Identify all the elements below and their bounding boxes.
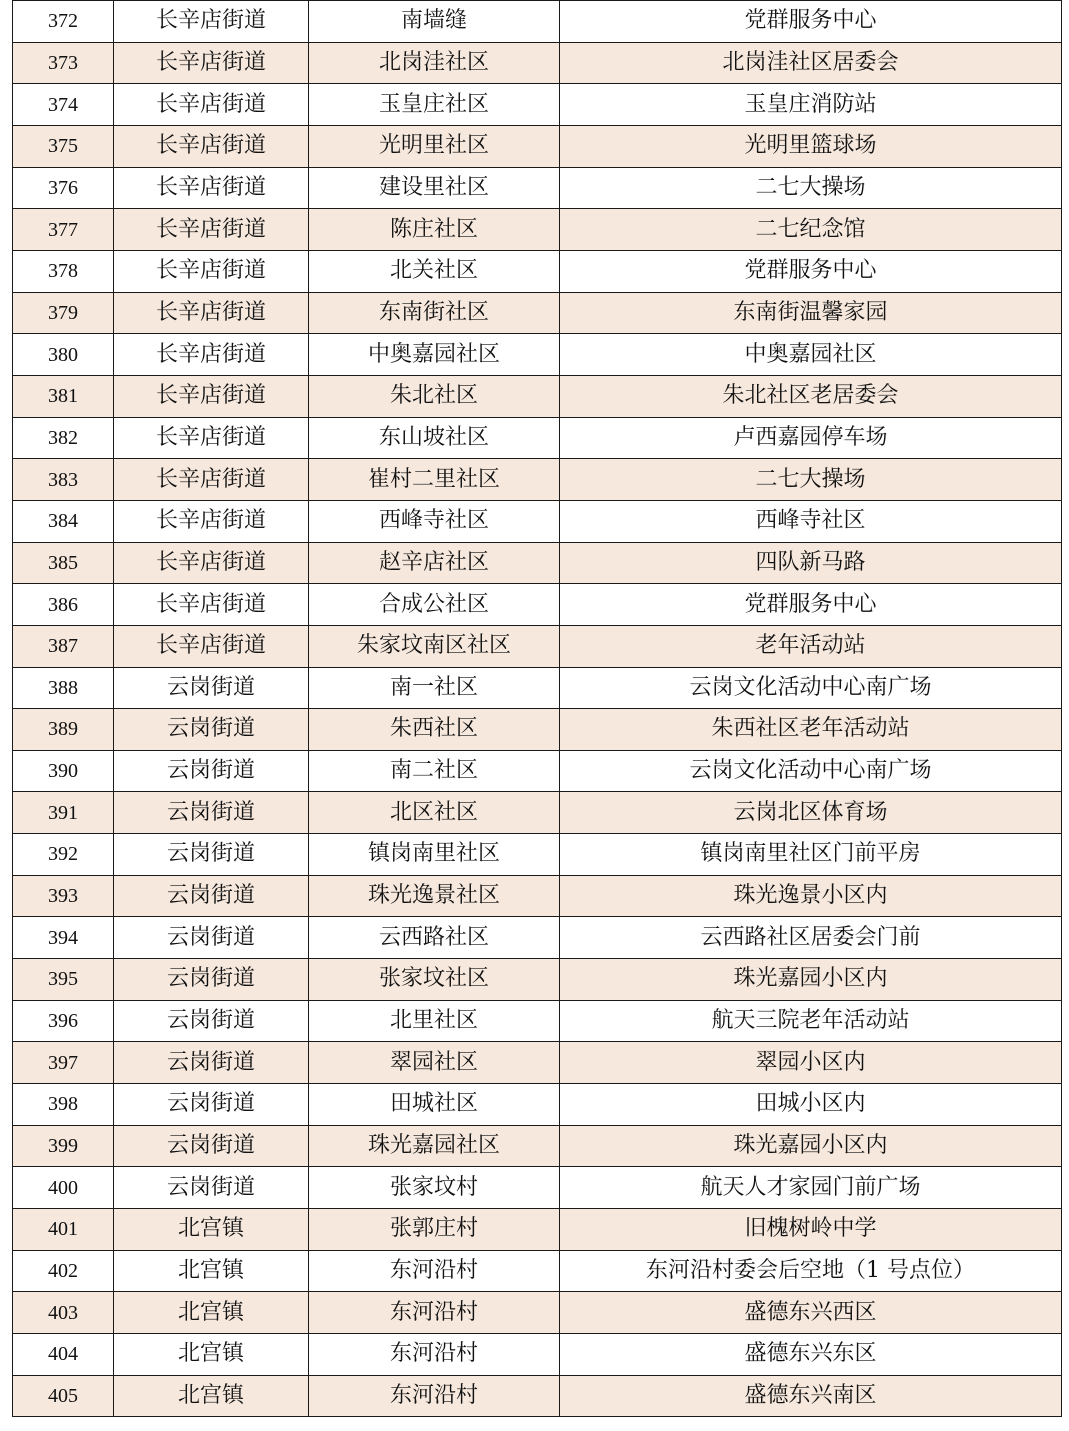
community-cell: 东山坡社区 xyxy=(309,417,560,459)
site-cell: 云西路社区居委会门前 xyxy=(560,917,1062,959)
street-cell: 长辛店街道 xyxy=(114,84,309,126)
community-cell: 西峰寺社区 xyxy=(309,500,560,542)
row-number-cell: 381 xyxy=(13,375,114,417)
community-cell: 东河沿村 xyxy=(309,1250,560,1292)
site-cell: 航天人才家园门前广场 xyxy=(560,1167,1062,1209)
table-row xyxy=(13,667,1062,709)
community-cell: 北里社区 xyxy=(309,1000,560,1042)
table-row xyxy=(13,1334,1062,1376)
street-cell: 北宫镇 xyxy=(114,1292,309,1334)
table-row xyxy=(13,125,1062,167)
site-cell: 云岗文化活动中心南广场 xyxy=(560,667,1062,709)
table-row xyxy=(13,750,1062,792)
table-row xyxy=(13,209,1062,251)
community-cell: 东河沿村 xyxy=(309,1375,560,1417)
row-number-cell: 388 xyxy=(13,667,114,709)
site-cell: 东南街温馨家园 xyxy=(560,292,1062,334)
site-cell: 玉皇庄消防站 xyxy=(560,84,1062,126)
street-cell: 云岗街道 xyxy=(114,1167,309,1209)
street-cell: 北宫镇 xyxy=(114,1334,309,1376)
row-number-cell: 376 xyxy=(13,167,114,209)
row-number-cell: 389 xyxy=(13,709,114,751)
table-row xyxy=(13,875,1062,917)
table-body xyxy=(13,1,1062,1417)
street-cell: 长辛店街道 xyxy=(114,542,309,584)
community-cell: 合成公社区 xyxy=(309,584,560,626)
community-cell: 张家坟社区 xyxy=(309,959,560,1001)
site-cell: 光明里篮球场 xyxy=(560,125,1062,167)
site-table-container xyxy=(12,0,1061,1417)
site-cell: 北岗洼社区居委会 xyxy=(560,42,1062,84)
table-row xyxy=(13,1084,1062,1126)
row-number-cell: 386 xyxy=(13,584,114,626)
street-cell: 长辛店街道 xyxy=(114,459,309,501)
table-row xyxy=(13,709,1062,751)
table-row xyxy=(13,1292,1062,1334)
table-row xyxy=(13,1042,1062,1084)
row-number-cell: 391 xyxy=(13,792,114,834)
site-cell: 老年活动站 xyxy=(560,625,1062,667)
community-cell: 赵辛店社区 xyxy=(309,542,560,584)
table-row xyxy=(13,1375,1062,1417)
community-cell: 镇岗南里社区 xyxy=(309,834,560,876)
row-number-cell: 402 xyxy=(13,1250,114,1292)
table-row xyxy=(13,792,1062,834)
table-row xyxy=(13,417,1062,459)
community-cell: 崔村二里社区 xyxy=(309,459,560,501)
site-cell: 田城小区内 xyxy=(560,1084,1062,1126)
row-number-cell: 397 xyxy=(13,1042,114,1084)
street-cell: 北宫镇 xyxy=(114,1375,309,1417)
street-cell: 长辛店街道 xyxy=(114,584,309,626)
row-number-cell: 395 xyxy=(13,959,114,1001)
street-cell: 云岗街道 xyxy=(114,834,309,876)
site-cell: 盛德东兴东区 xyxy=(560,1334,1062,1376)
site-cell: 珠光逸景小区内 xyxy=(560,875,1062,917)
community-cell: 东河沿村 xyxy=(309,1334,560,1376)
street-cell: 云岗街道 xyxy=(114,1042,309,1084)
site-cell: 党群服务中心 xyxy=(560,584,1062,626)
site-cell: 朱西社区老年活动站 xyxy=(560,709,1062,751)
table-row xyxy=(13,1209,1062,1251)
community-cell: 北关社区 xyxy=(309,250,560,292)
community-cell: 云西路社区 xyxy=(309,917,560,959)
street-cell: 长辛店街道 xyxy=(114,334,309,376)
street-cell: 云岗街道 xyxy=(114,1084,309,1126)
street-cell: 云岗街道 xyxy=(114,1125,309,1167)
community-cell: 南二社区 xyxy=(309,750,560,792)
community-cell: 陈庄社区 xyxy=(309,209,560,251)
site-cell: 二七纪念馆 xyxy=(560,209,1062,251)
table-row xyxy=(13,292,1062,334)
row-number-cell: 379 xyxy=(13,292,114,334)
community-cell: 翠园社区 xyxy=(309,1042,560,1084)
row-number-cell: 387 xyxy=(13,625,114,667)
row-number-cell: 373 xyxy=(13,42,114,84)
row-number-cell: 383 xyxy=(13,459,114,501)
row-number-cell: 375 xyxy=(13,125,114,167)
street-cell: 云岗街道 xyxy=(114,875,309,917)
street-cell: 长辛店街道 xyxy=(114,625,309,667)
street-cell: 长辛店街道 xyxy=(114,42,309,84)
site-cell: 珠光嘉园小区内 xyxy=(560,1125,1062,1167)
street-cell: 长辛店街道 xyxy=(114,209,309,251)
community-cell: 建设里社区 xyxy=(309,167,560,209)
table-row xyxy=(13,959,1062,1001)
table-row xyxy=(13,334,1062,376)
street-cell: 长辛店街道 xyxy=(114,500,309,542)
table-row xyxy=(13,42,1062,84)
community-cell: 中奥嘉园社区 xyxy=(309,334,560,376)
community-cell: 北区社区 xyxy=(309,792,560,834)
row-number-cell: 404 xyxy=(13,1334,114,1376)
site-cell: 四队新马路 xyxy=(560,542,1062,584)
row-number-cell: 393 xyxy=(13,875,114,917)
site-cell: 盛德东兴南区 xyxy=(560,1375,1062,1417)
street-cell: 长辛店街道 xyxy=(114,292,309,334)
community-cell: 北岗洼社区 xyxy=(309,42,560,84)
community-cell: 田城社区 xyxy=(309,1084,560,1126)
row-number-cell: 401 xyxy=(13,1209,114,1251)
row-number-cell: 400 xyxy=(13,1167,114,1209)
street-cell: 云岗街道 xyxy=(114,792,309,834)
site-cell: 镇岗南里社区门前平房 xyxy=(560,834,1062,876)
community-cell: 张家坟村 xyxy=(309,1167,560,1209)
street-cell: 云岗街道 xyxy=(114,959,309,1001)
street-cell: 长辛店街道 xyxy=(114,1,309,43)
table-row xyxy=(13,917,1062,959)
row-number-cell: 372 xyxy=(13,1,114,43)
row-number-cell: 396 xyxy=(13,1000,114,1042)
site-cell: 东河沿村委会后空地（1 号点位） xyxy=(560,1250,1062,1292)
community-cell: 朱西社区 xyxy=(309,709,560,751)
site-cell: 航天三院老年活动站 xyxy=(560,1000,1062,1042)
table-row xyxy=(13,834,1062,876)
site-cell: 旧槐树岭中学 xyxy=(560,1209,1062,1251)
table-row xyxy=(13,375,1062,417)
row-number-cell: 384 xyxy=(13,500,114,542)
street-cell: 北宫镇 xyxy=(114,1250,309,1292)
table-row xyxy=(13,625,1062,667)
community-cell: 光明里社区 xyxy=(309,125,560,167)
community-cell: 珠光逸景社区 xyxy=(309,875,560,917)
community-cell: 张郭庄村 xyxy=(309,1209,560,1251)
site-cell: 珠光嘉园小区内 xyxy=(560,959,1062,1001)
community-cell: 玉皇庄社区 xyxy=(309,84,560,126)
community-cell: 朱北社区 xyxy=(309,375,560,417)
table-row xyxy=(13,459,1062,501)
table-row xyxy=(13,1000,1062,1042)
street-cell: 长辛店街道 xyxy=(114,417,309,459)
site-cell: 党群服务中心 xyxy=(560,1,1062,43)
street-cell: 长辛店街道 xyxy=(114,167,309,209)
community-cell: 朱家坟南区社区 xyxy=(309,625,560,667)
row-number-cell: 385 xyxy=(13,542,114,584)
row-number-cell: 377 xyxy=(13,209,114,251)
street-cell: 北宫镇 xyxy=(114,1209,309,1251)
row-number-cell: 392 xyxy=(13,834,114,876)
table-row xyxy=(13,84,1062,126)
row-number-cell: 394 xyxy=(13,917,114,959)
row-number-cell: 382 xyxy=(13,417,114,459)
table-row xyxy=(13,542,1062,584)
street-cell: 云岗街道 xyxy=(114,1000,309,1042)
row-number-cell: 398 xyxy=(13,1084,114,1126)
site-cell: 云岗文化活动中心南广场 xyxy=(560,750,1062,792)
row-number-cell: 405 xyxy=(13,1375,114,1417)
community-cell: 东河沿村 xyxy=(309,1292,560,1334)
row-number-cell: 374 xyxy=(13,84,114,126)
site-cell: 云岗北区体育场 xyxy=(560,792,1062,834)
table-row xyxy=(13,500,1062,542)
street-cell: 云岗街道 xyxy=(114,917,309,959)
street-cell: 长辛店街道 xyxy=(114,375,309,417)
site-table xyxy=(12,0,1062,1417)
table-row xyxy=(13,1167,1062,1209)
table-row xyxy=(13,584,1062,626)
street-cell: 云岗街道 xyxy=(114,667,309,709)
street-cell: 长辛店街道 xyxy=(114,125,309,167)
site-cell: 盛德东兴西区 xyxy=(560,1292,1062,1334)
site-cell: 中奥嘉园社区 xyxy=(560,334,1062,376)
community-cell: 东南街社区 xyxy=(309,292,560,334)
site-cell: 卢西嘉园停车场 xyxy=(560,417,1062,459)
site-cell: 西峰寺社区 xyxy=(560,500,1062,542)
site-cell: 二七大操场 xyxy=(560,459,1062,501)
table-row xyxy=(13,1250,1062,1292)
site-cell: 朱北社区老居委会 xyxy=(560,375,1062,417)
community-cell: 南墙缝 xyxy=(309,1,560,43)
table-row xyxy=(13,167,1062,209)
site-cell: 二七大操场 xyxy=(560,167,1062,209)
row-number-cell: 380 xyxy=(13,334,114,376)
table-row xyxy=(13,250,1062,292)
street-cell: 长辛店街道 xyxy=(114,250,309,292)
community-cell: 珠光嘉园社区 xyxy=(309,1125,560,1167)
community-cell: 南一社区 xyxy=(309,667,560,709)
site-cell: 翠园小区内 xyxy=(560,1042,1062,1084)
table-row xyxy=(13,1125,1062,1167)
row-number-cell: 378 xyxy=(13,250,114,292)
row-number-cell: 399 xyxy=(13,1125,114,1167)
row-number-cell: 403 xyxy=(13,1292,114,1334)
table-row xyxy=(13,1,1062,43)
street-cell: 云岗街道 xyxy=(114,709,309,751)
row-number-cell: 390 xyxy=(13,750,114,792)
site-cell: 党群服务中心 xyxy=(560,250,1062,292)
street-cell: 云岗街道 xyxy=(114,750,309,792)
